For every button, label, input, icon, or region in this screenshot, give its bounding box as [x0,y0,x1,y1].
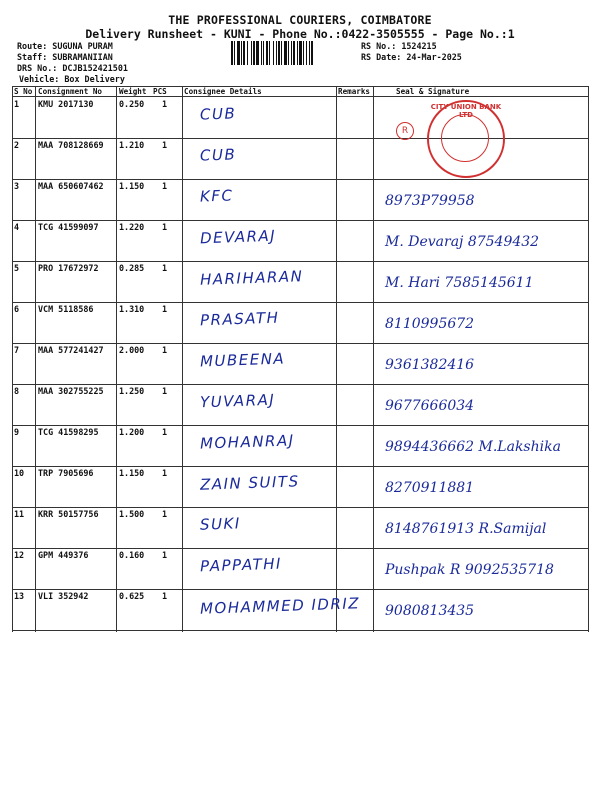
row-border [12,548,588,549]
table-header-border [12,96,588,97]
row-consignment: GPM 449376 [38,550,89,560]
row-consignee: MUBEENA [199,349,286,371]
row-border [12,179,588,180]
stamp-mark: R [396,122,414,140]
header-consignee: Consignee Details [184,87,262,96]
row-border [12,507,588,508]
page-title: THE PROFESSIONAL COURIERS, COIMBATORE [168,13,432,27]
row-signature: 8110995672 [385,316,475,332]
row-signature: 8973P79958 [385,193,475,209]
row-consignee: SUKI [199,514,242,534]
row-consignment: VCM 5118586 [38,304,94,314]
row-weight: 1.150 [119,468,145,478]
row-sno: 11 [14,509,25,519]
row-signature: 9361382416 [385,357,475,373]
row-border [12,220,588,221]
row-consignment: MAA 302755225 [38,386,104,396]
row-consignee: ZAIN SUITS [199,472,300,494]
row-consignee: MOHANRAJ [199,431,295,453]
row-sno: 6 [14,304,20,314]
row-border [12,343,588,344]
header-weight: Weight [119,87,147,96]
col-divider [35,86,36,632]
col-divider [588,86,589,632]
row-consignment: MAA 650607462 [38,181,104,191]
col-divider [12,86,13,632]
barcode [231,41,353,65]
row-consignee: CUB [199,145,237,165]
row-pcs: 1 [162,345,168,355]
row-consignee: YUVARAJ [199,390,276,412]
row-pcs: 1 [162,550,168,560]
row-signature: M. Devaraj 87549432 [385,234,540,250]
row-pcs: 1 [162,591,168,601]
page-subtitle: Delivery Runsheet - KUNI - Phone No.:0422-3505555 - Page No.:1 [85,27,515,41]
row-sno: 3 [14,181,20,191]
row-sno: 4 [14,222,20,232]
row-consignee: CUB [199,104,237,124]
row-consignee: MOHAMMED IDRIZ [199,594,361,618]
header-signature: Seal & Signature [396,87,470,96]
row-consignment: PRO 17672972 [38,263,99,273]
row-sno: 7 [14,345,20,355]
staff-label: Staff: SUBRAMANIIAN [17,52,113,62]
row-sno: 12 [14,550,25,560]
header-consignment: Consignment No [38,87,103,96]
row-signature: 9894436662 M.Lakshika [385,439,561,455]
route-label: Route: SUGUNA PURAM [17,41,113,51]
row-weight: 1.150 [119,181,145,191]
row-consignment: TCG 41599097 [38,222,99,232]
row-consignee: DEVARAJ [199,226,277,248]
row-consignment: MAA 708128669 [38,140,104,150]
row-pcs: 1 [162,427,168,437]
row-signature: Pushpak R 9092535718 [385,562,554,578]
row-signature: M. Hari 7585145611 [385,275,534,291]
row-pcs: 1 [162,468,168,478]
header-sno: S No [14,87,33,96]
row-weight: 2.000 [119,345,145,355]
row-pcs: 1 [162,263,168,273]
row-signature: 8270911881 [385,480,475,496]
stamp-inner-ring [441,114,489,162]
row-border [12,630,588,631]
row-weight: 0.160 [119,550,145,560]
row-sno: 1 [14,99,20,109]
row-consignee: HARIHARAN [199,267,304,289]
bank-stamp [427,100,505,178]
row-sno: 9 [14,427,20,437]
header-remarks: Remarks [338,87,371,96]
row-weight: 1.310 [119,304,145,314]
stamp-text: CITY UNION BANK LTD [430,103,502,119]
row-consignee: PAPPATHI [199,554,283,576]
vehicle-label: Vehicle: Box Delivery [19,74,125,84]
col-divider [116,86,117,632]
row-sno: 8 [14,386,20,396]
row-weight: 1.500 [119,509,145,519]
row-pcs: 1 [162,181,168,191]
col-divider [182,86,183,632]
row-border [12,384,588,385]
row-consignment: TRP 7905696 [38,468,94,478]
row-sno: 5 [14,263,20,273]
row-weight: 0.625 [119,591,145,601]
row-weight: 1.250 [119,386,145,396]
row-border [12,302,588,303]
rs-number: RS No.: 1524215 [361,41,437,51]
row-consignment: TCG 41598295 [38,427,99,437]
row-pcs: 1 [162,386,168,396]
col-divider [373,86,374,632]
row-pcs: 1 [162,99,168,109]
row-border [12,261,588,262]
row-weight: 0.285 [119,263,145,273]
row-border [12,425,588,426]
row-consignment: VLI 352942 [38,591,89,601]
row-pcs: 1 [162,222,168,232]
row-sno: 2 [14,140,20,150]
row-consignee: KFC [199,186,234,206]
row-consignment: KRR 50157756 [38,509,99,519]
row-border [12,589,588,590]
row-pcs: 1 [162,509,168,519]
row-signature: 8148761913 R.Samijal [385,521,547,537]
row-weight: 0.250 [119,99,145,109]
row-pcs: 1 [162,140,168,150]
row-sno: 13 [14,591,25,601]
header-pcs: PCS [153,87,167,96]
row-weight: 1.220 [119,222,145,232]
row-consignment: MAA 577241427 [38,345,104,355]
rs-date: RS Date: 24-Mar-2025 [361,52,462,62]
barcode-bar [313,41,314,65]
row-consignee: PRASATH [199,308,280,330]
row-pcs: 1 [162,304,168,314]
row-sno: 10 [14,468,25,478]
row-consignment: KMU 2017130 [38,99,94,109]
row-border [12,466,588,467]
row-signature: 9677666034 [385,398,475,414]
row-weight: 1.200 [119,427,145,437]
row-weight: 1.210 [119,140,145,150]
drs-label: DRS No.: DCJB152421501 [17,63,128,73]
col-divider [336,86,337,632]
row-signature: 9080813435 [385,603,475,619]
